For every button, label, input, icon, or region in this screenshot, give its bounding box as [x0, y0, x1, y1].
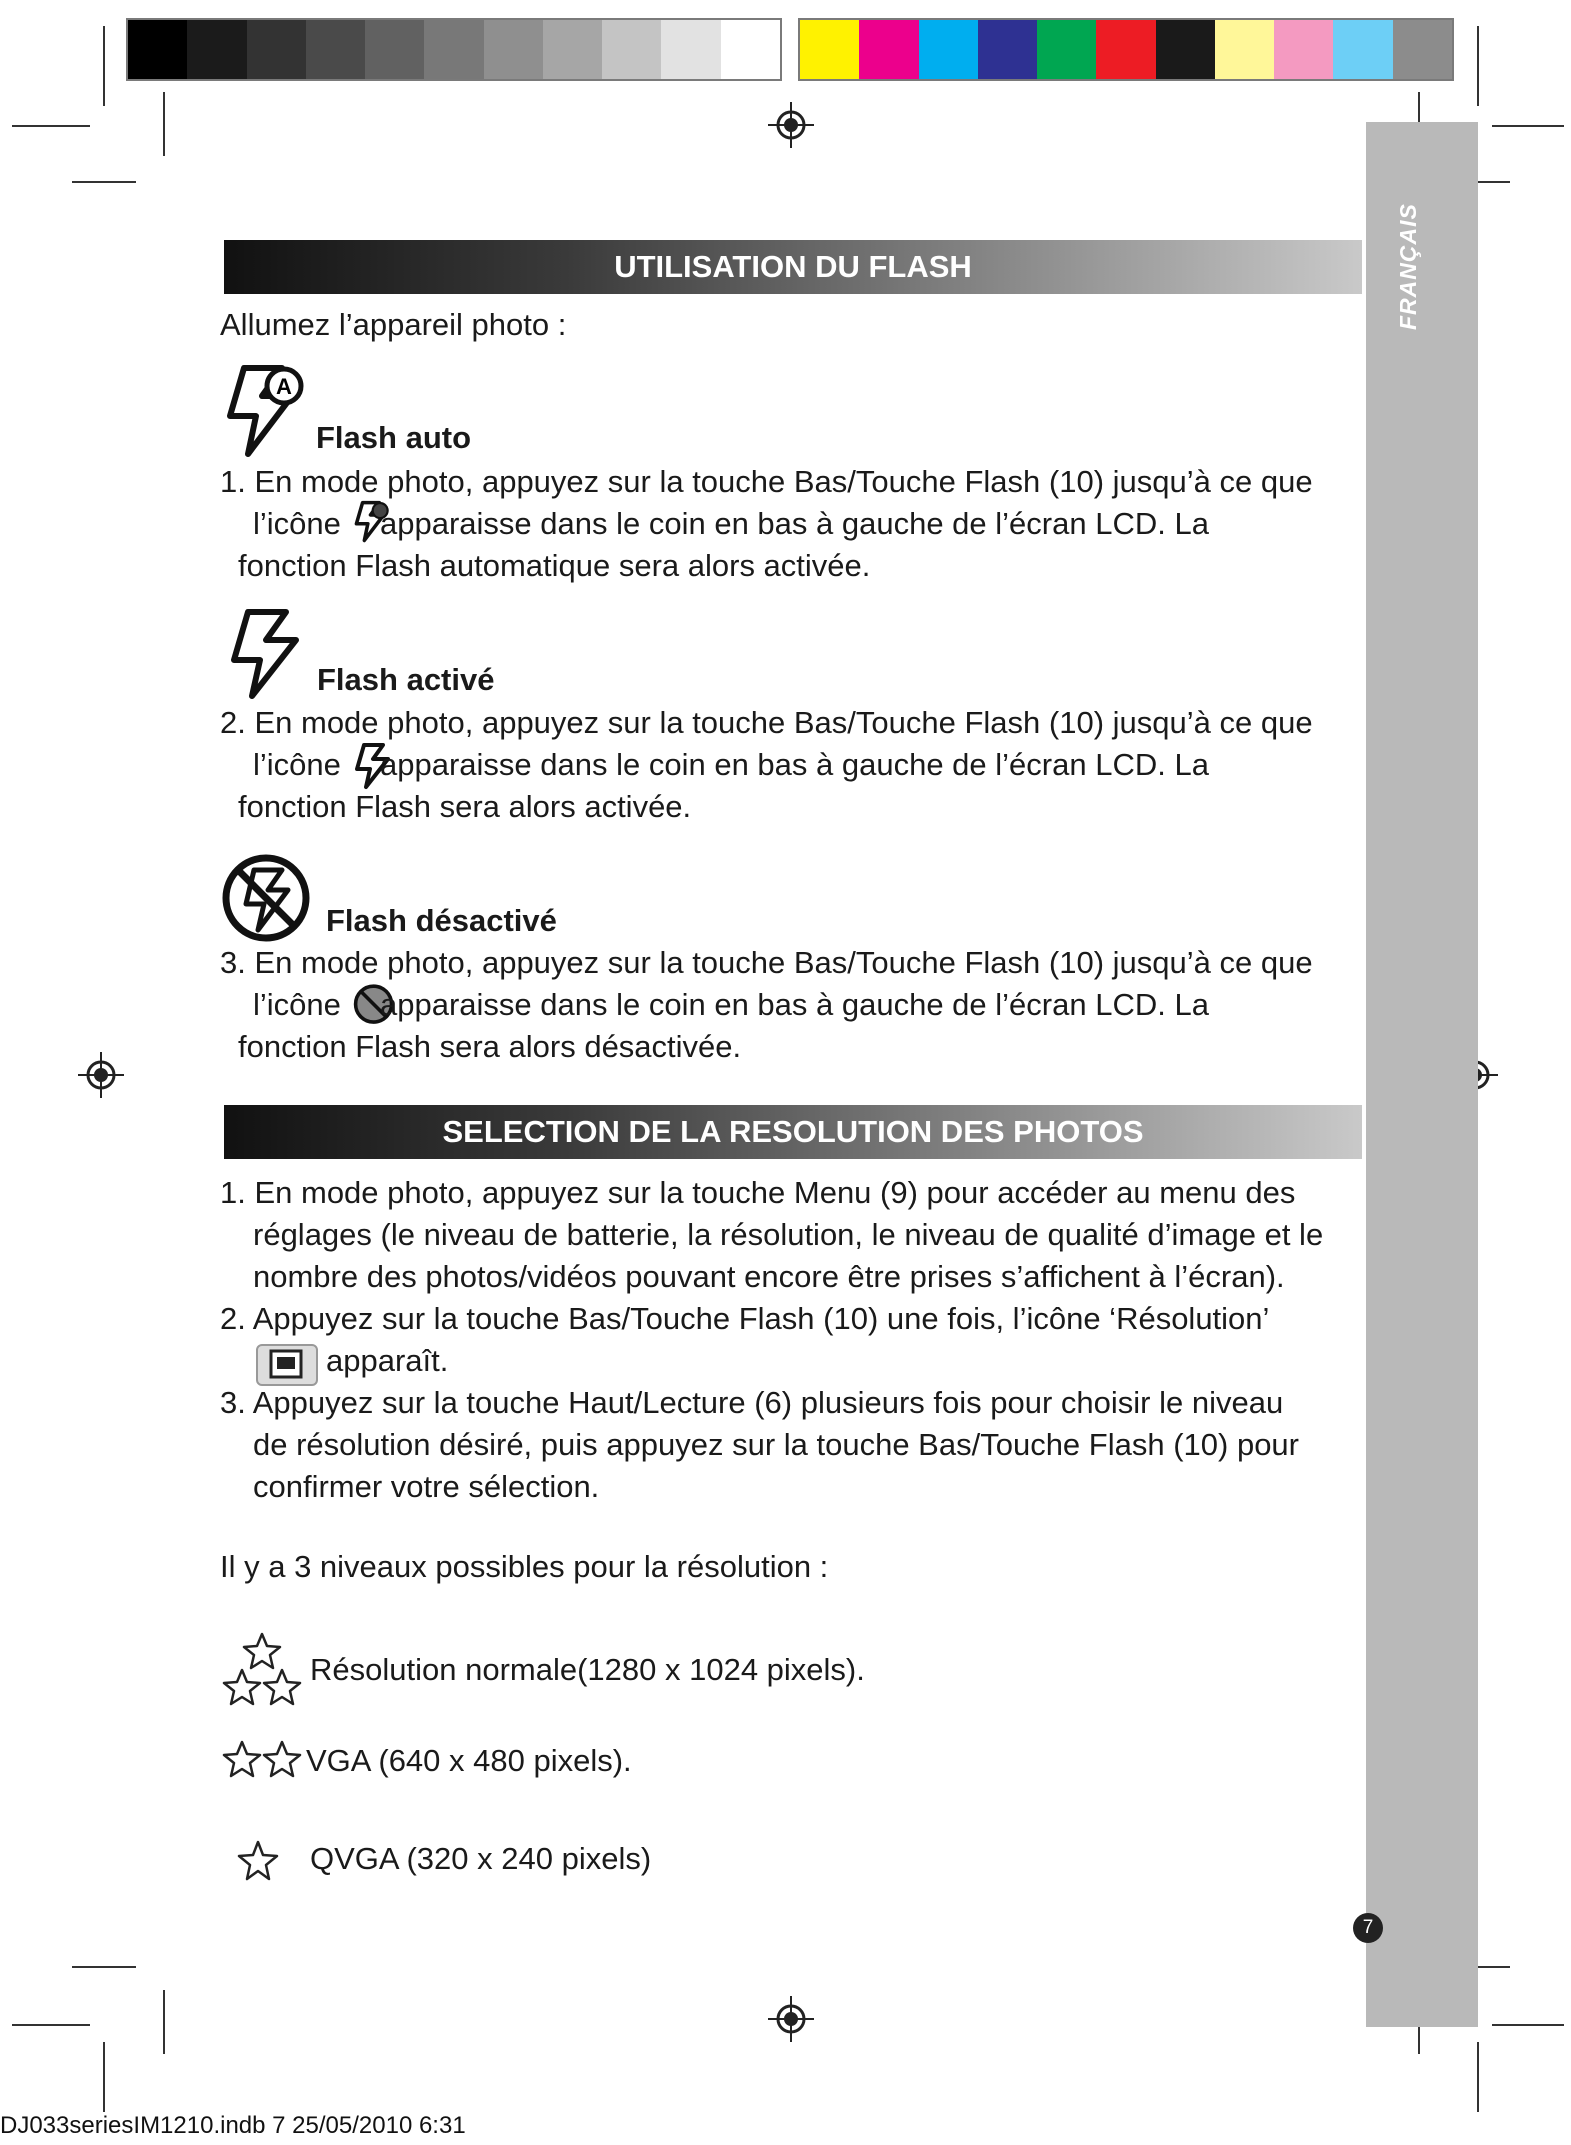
calibration-swatch: [1215, 20, 1274, 79]
calibration-swatch: [1156, 20, 1215, 79]
language-label: FRANÇAIS: [1395, 203, 1421, 330]
resolution-level-vga: VGA (640 x 480 pixels).: [306, 1743, 632, 1778]
calibration-swatch: [602, 20, 661, 79]
calibration-swatch: [484, 20, 543, 79]
calibration-swatch: [187, 20, 246, 79]
resolution-step-line: de résolution désiré, puis appuyez sur la touche Bas/Touche Flash (10) pour: [253, 1427, 1299, 1462]
crop-mark: [163, 1990, 165, 2054]
language-side-strip: [1366, 122, 1478, 2027]
flash-off-heading: Flash désactivé: [326, 903, 557, 938]
resolution-step-line: confirmer votre sélection.: [253, 1469, 600, 1504]
crop-mark: [1477, 26, 1479, 106]
crop-mark: [12, 2024, 90, 2026]
calibration-swatch: [800, 20, 859, 79]
flash-auto-heading: Flash auto: [316, 420, 472, 455]
section-header-resolution: SELECTION DE LA RESOLUTION DES PHOTOS: [224, 1105, 1362, 1159]
registration-mark-icon: [768, 102, 814, 148]
crop-mark: [72, 1966, 136, 1968]
three-stars-icon: [222, 1632, 302, 1708]
flash-auto-line2a: l’icône: [253, 506, 341, 541]
flash-off-line1: 3. En mode photo, appuyez sur la touche Bas/Touche Flash (10) jusqu’à ce que: [220, 945, 1313, 980]
registration-mark-icon: [78, 1052, 124, 1098]
resolution-step-line: 1. En mode photo, appuyez sur la touche Menu (9) pour accéder au menu des: [220, 1175, 1296, 1210]
calibration-swatch: [365, 20, 424, 79]
calibration-swatch: [721, 20, 780, 79]
resolution-step-line: réglages (le niveau de batterie, la résolution, le niveau de qualité d’image et le: [253, 1217, 1324, 1252]
calibration-swatch: [128, 20, 187, 79]
flash-on-line3: fonction Flash sera alors activée.: [238, 789, 692, 824]
color-calibration-bar: [798, 18, 1454, 81]
resolution-step-line: 3. Appuyez sur la touche Haut/Lecture (6) plusieurs fois pour choisir le niveau: [220, 1385, 1284, 1420]
one-star-icon: [236, 1840, 280, 1882]
resolution-step-line: 2. Appuyez sur la touche Bas/Touche Flash (10) une fois, l’icône ‘Résolution’: [220, 1301, 1270, 1336]
flash-auto-line2b: apparaisse dans le coin en bas à gauche de l’écran LCD. La: [380, 506, 1209, 541]
section-header-flash: UTILISATION DU FLASH: [224, 240, 1362, 294]
calibration-swatch: [1096, 20, 1155, 79]
calibration-swatch: [1037, 20, 1096, 79]
crop-mark: [103, 2042, 105, 2112]
calibration-swatch: [1274, 20, 1333, 79]
calibration-swatch: [978, 20, 1037, 79]
calibration-swatch: [543, 20, 602, 79]
flash-off-line2b: apparaisse dans le coin en bas à gauche de l’écran LCD. La: [380, 987, 1209, 1022]
crop-mark: [1492, 125, 1564, 127]
crop-mark: [163, 92, 165, 156]
flash-on-line1: 2. En mode photo, appuyez sur la touche Bas/Touche Flash (10) jusqu’à ce que: [220, 705, 1313, 740]
two-stars-icon: [222, 1740, 304, 1780]
print-footer: DJ033seriesIM1210.indb 7 25/05/2010 6:31: [0, 2112, 466, 2139]
crop-mark: [103, 26, 105, 106]
flash-auto-icon: [222, 362, 318, 462]
calibration-swatch: [1393, 20, 1452, 79]
crop-mark: [1477, 2042, 1479, 2112]
crop-mark: [72, 181, 136, 183]
calibration-swatch: [1333, 20, 1392, 79]
crop-mark: [12, 125, 90, 127]
flash-auto-line3: fonction Flash automatique sera alors activée.: [238, 548, 871, 583]
intro-text: Allumez l’appareil photo :: [220, 307, 567, 342]
grayscale-calibration-bar: [126, 18, 782, 81]
calibration-swatch: [306, 20, 365, 79]
resolution-level-normal: Résolution normale(1280 x 1024 pixels).: [310, 1652, 865, 1687]
flash-auto-line1: 1. En mode photo, appuyez sur la touche Bas/Touche Flash (10) jusqu’à ce que: [220, 464, 1313, 499]
flash-off-line3: fonction Flash sera alors désactivée.: [238, 1029, 742, 1064]
calibration-swatch: [247, 20, 306, 79]
page-number: 7: [1353, 1913, 1383, 1943]
calibration-swatch: [424, 20, 483, 79]
flash-on-heading: Flash activé: [317, 662, 495, 697]
flash-on-icon: [226, 606, 302, 702]
resolution-level-qvga: QVGA (320 x 240 pixels): [310, 1841, 652, 1876]
calibration-swatch: [919, 20, 978, 79]
calibration-swatch: [661, 20, 720, 79]
resolution-levels-intro: Il y a 3 niveaux possibles pour la résolution :: [220, 1549, 829, 1584]
calibration-swatch: [859, 20, 918, 79]
resolution-step-line: apparaît.: [326, 1343, 449, 1378]
flash-off-line2a: l’icône: [253, 987, 341, 1022]
flash-off-icon: [218, 852, 316, 948]
resolution-step-line: nombre des photos/vidéos pouvant encore être prises s’affichent à l’écran).: [253, 1259, 1285, 1294]
flash-on-line2b: apparaisse dans le coin en bas à gauche de l’écran LCD. La: [380, 747, 1209, 782]
svg-text:A: A: [276, 374, 292, 399]
crop-mark: [1492, 2024, 1564, 2026]
flash-on-line2a: l’icône: [253, 747, 341, 782]
resolution-icon: [255, 1343, 319, 1387]
registration-mark-icon: [768, 1996, 814, 2042]
